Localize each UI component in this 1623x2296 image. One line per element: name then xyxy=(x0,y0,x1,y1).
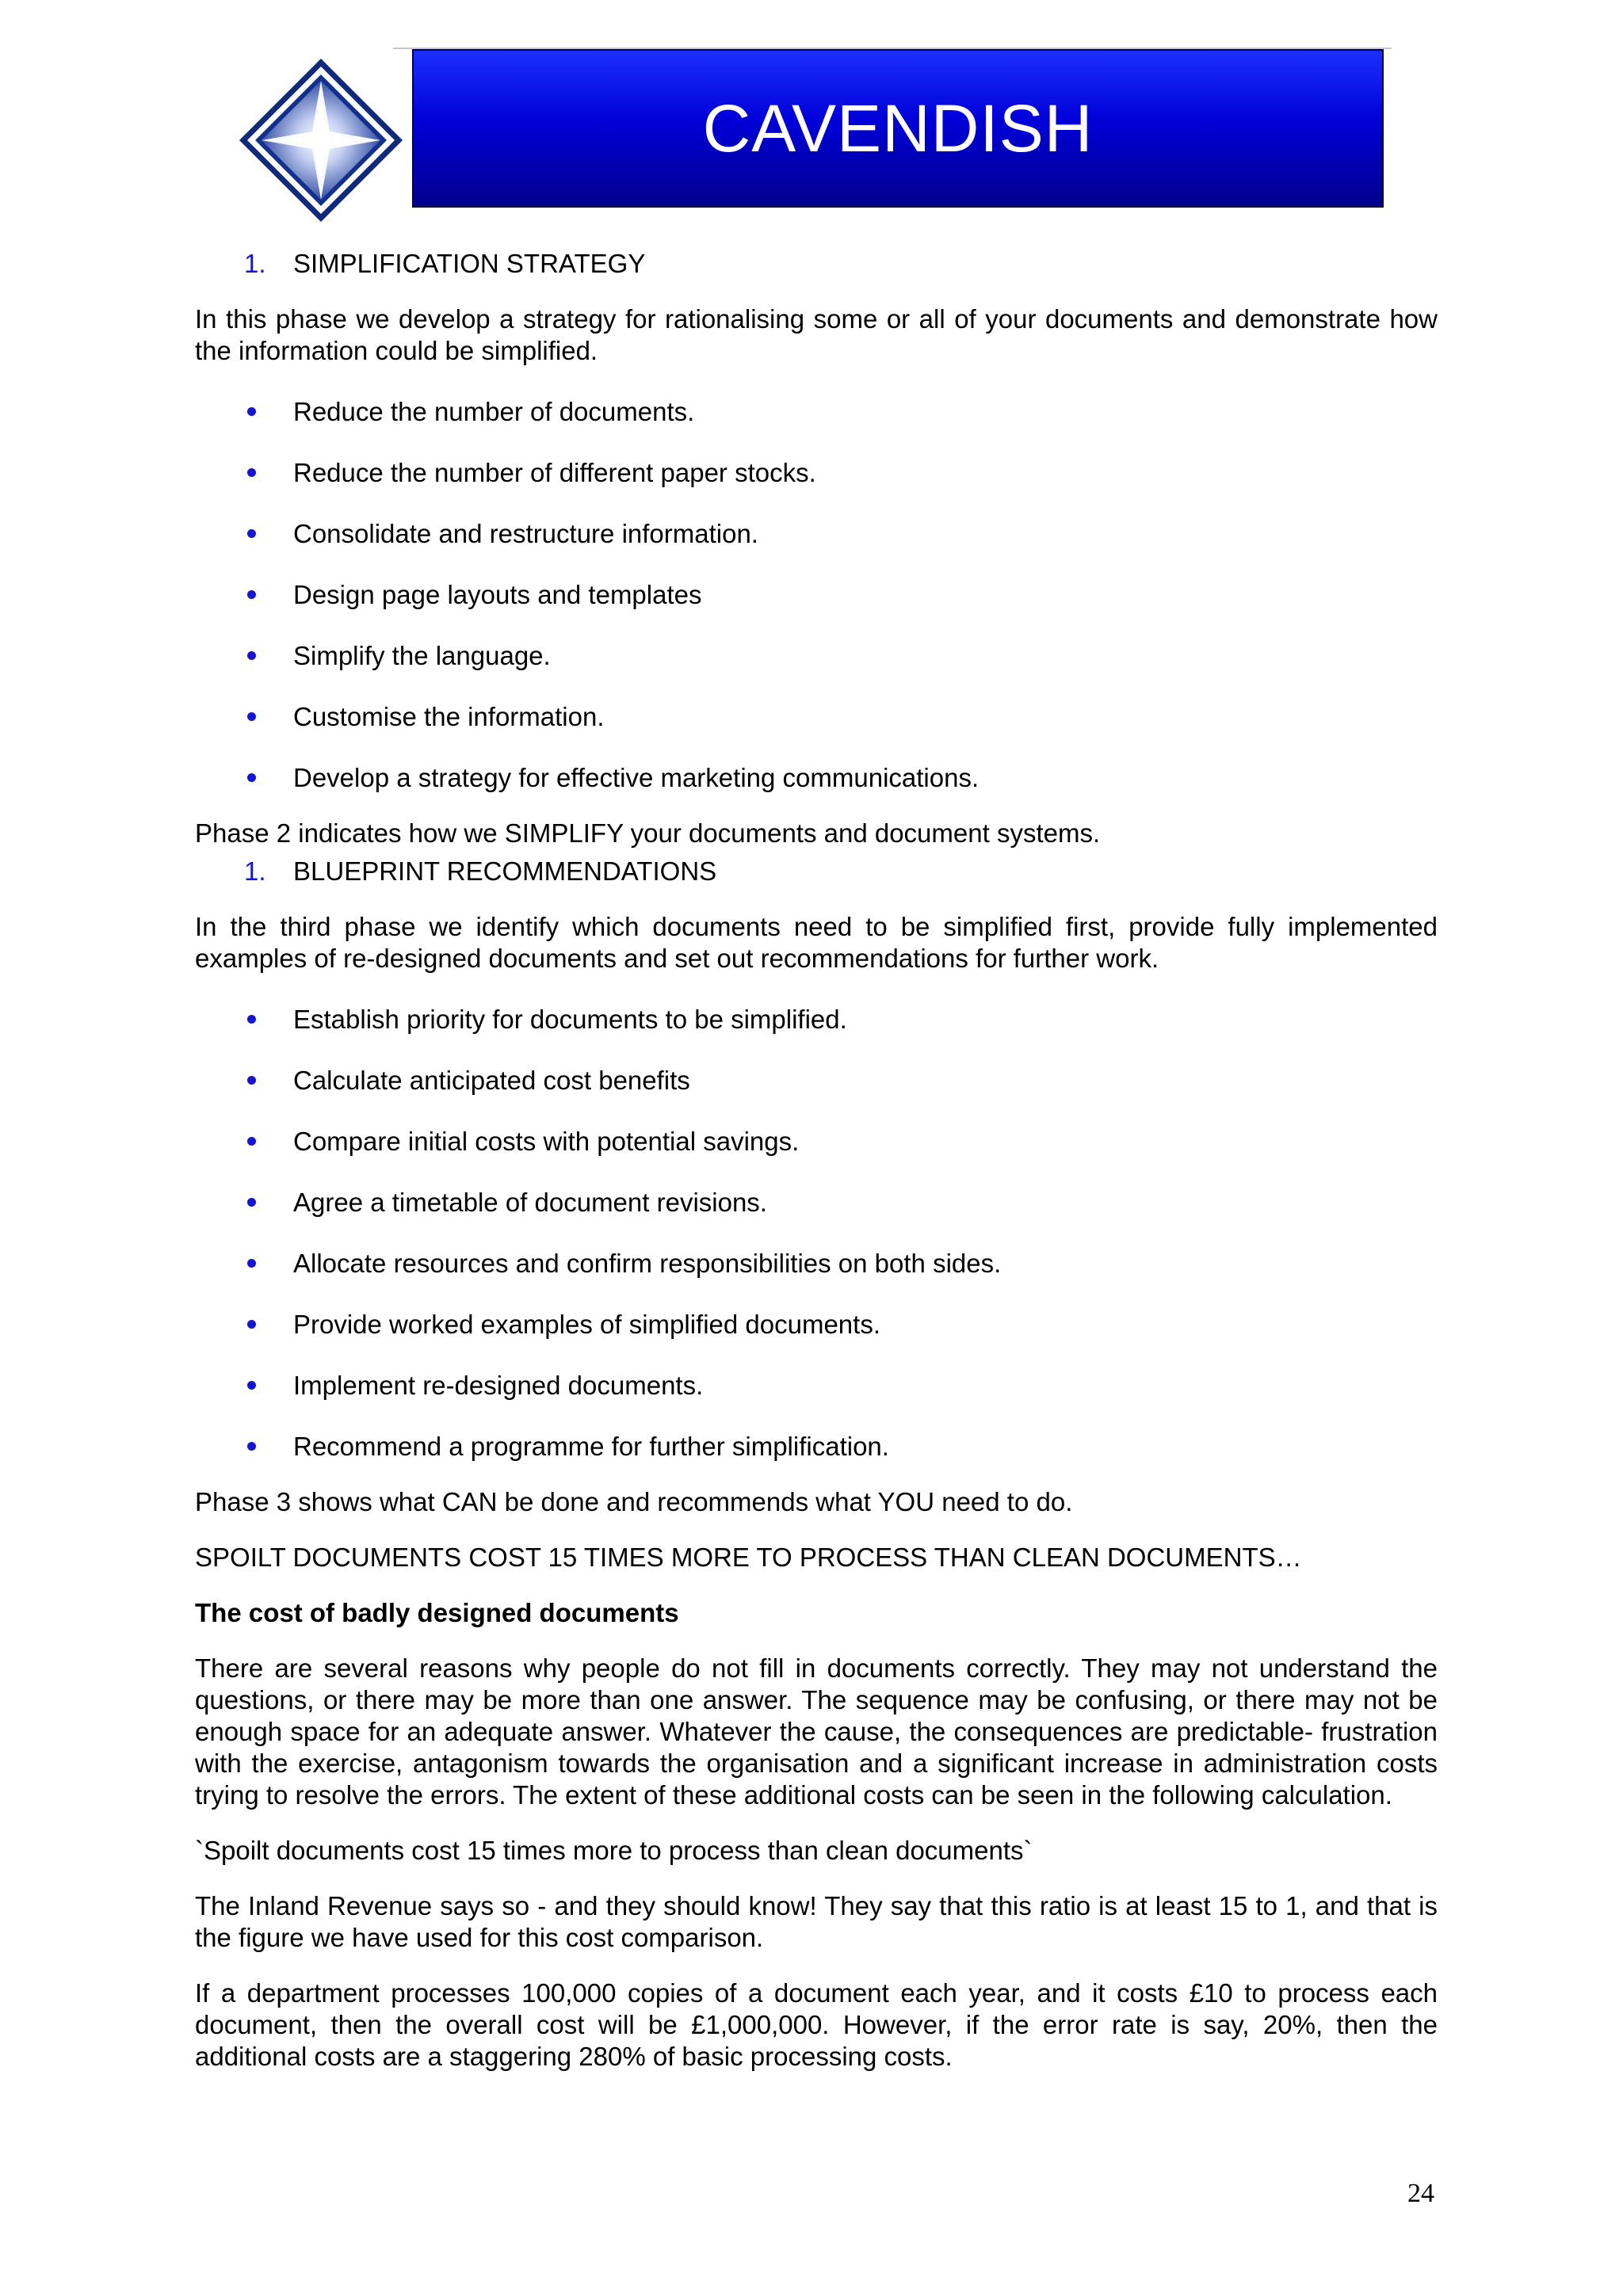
list-item xyxy=(195,518,1438,550)
blueprint-bullets xyxy=(195,1004,1438,1463)
list-item xyxy=(195,1248,1438,1280)
list-item-text: Design page layouts and templates xyxy=(293,580,702,609)
bullet-icon xyxy=(247,1198,256,1207)
diamond-star-logo xyxy=(238,57,404,223)
bullet-icon xyxy=(247,468,256,477)
bullet-icon xyxy=(247,1442,256,1451)
bullet-icon xyxy=(247,773,256,782)
list-item-text: Agree a timetable of document revisions. xyxy=(293,1188,767,1217)
list-item-text: Consolidate and restructure information. xyxy=(293,519,758,548)
company-title: CAVENDISH xyxy=(702,90,1094,166)
callout-text: SPOILT DOCUMENTS COST 15 TIMES MORE TO PROCESS THAN CLEAN DOCUMENTS… xyxy=(195,1543,1302,1572)
bullet-icon xyxy=(247,407,256,416)
section-intro: In the third phase we identify which documents need to be simplified first, provide fully implemented examples of re-designed documents and set out recommendations for further work. xyxy=(195,912,1438,973)
list-item-text: Establish priority for documents to be simplified. xyxy=(293,1005,847,1034)
document-body xyxy=(195,242,1438,2073)
section-number: 1. xyxy=(244,856,266,886)
bullet-icon xyxy=(247,712,256,721)
list-item xyxy=(195,1065,1438,1097)
bullet-icon xyxy=(247,1320,256,1329)
list-item xyxy=(195,1431,1438,1463)
list-item-text: Recommend a programme for further simplification. xyxy=(293,1432,889,1461)
section-summary: Phase 2 indicates how we SIMPLIFY your documents and document systems. xyxy=(195,818,1101,848)
bullet-icon xyxy=(247,590,256,599)
page-number: 24 xyxy=(1407,2179,1434,2208)
list-item-text: Implement re-designed documents. xyxy=(293,1371,704,1400)
list-item-text: Customise the information. xyxy=(293,702,605,731)
list-item-text: Allocate resources and confirm responsibilities on both sides. xyxy=(293,1249,1002,1278)
list-item xyxy=(195,1004,1438,1035)
list-item xyxy=(195,640,1438,672)
list-item xyxy=(195,1126,1438,1158)
bullet-icon xyxy=(247,1076,256,1085)
list-item-text: Reduce the number of documents. xyxy=(293,397,695,426)
bullet-icon xyxy=(247,529,256,538)
list-item-text: Calculate anticipated cost benefits xyxy=(293,1066,690,1095)
cost-heading: The cost of badly designed documents xyxy=(195,1598,679,1627)
cost-paragraph: If a department processes 100,000 copies of a document each year, and it costs £10 to process each document, then the overall cost will be £1,000,000. However, if the error rate is say, 20%, then the additional costs are a staggering 280% of basic processing costs. xyxy=(195,1978,1438,2071)
list-item-text: Simplify the language. xyxy=(293,641,551,670)
section-summary: Phase 3 shows what CAN be done and recommends what YOU need to do. xyxy=(195,1487,1073,1516)
list-item xyxy=(195,701,1438,733)
list-item xyxy=(195,579,1438,611)
section-title: SIMPLIFICATION STRATEGY xyxy=(293,249,646,278)
simplification-bullets xyxy=(195,396,1438,794)
cost-paragraph: The Inland Revenue says so - and they should know! They say that this ratio is at least 15 to 1, and that is the figure we have used for this cost comparison. xyxy=(195,1891,1438,1952)
list-item-text: Reduce the number of different paper stocks. xyxy=(293,458,816,487)
list-item xyxy=(195,457,1438,489)
cost-quote: `Spoilt documents cost 15 times more to process than clean documents` xyxy=(195,1836,1033,1865)
bullet-icon xyxy=(247,1259,256,1268)
list-item xyxy=(195,1309,1438,1341)
cost-paragraph: There are several reasons why people do not fill in documents correctly. They may not understand the questions, or there may be more than one answer. The sequence may be confusing, or there may not be enough space for an adequate answer. Whatever the cause, the consequences are predictable- frustration with the exercise, antagonism towards the organisation and a significant increase in administration costs trying to resolve the errors. The extent of these additional costs can be seen in the following calculation. xyxy=(195,1653,1438,1810)
list-item-text: Develop a strategy for effective marketing communications. xyxy=(293,763,980,792)
bullet-icon xyxy=(247,1015,256,1024)
bullet-icon xyxy=(247,651,256,660)
list-item xyxy=(195,762,1438,794)
section-number: 1. xyxy=(244,249,266,278)
section-heading-simplification xyxy=(195,248,1438,280)
list-item-text: Provide worked examples of simplified documents. xyxy=(293,1310,881,1339)
bullet-icon xyxy=(247,1381,256,1390)
list-item xyxy=(195,1187,1438,1219)
header-banner xyxy=(412,49,1384,208)
bullet-icon xyxy=(247,1137,256,1146)
list-item xyxy=(195,396,1438,428)
section-title: BLUEPRINT RECOMMENDATIONS xyxy=(293,856,717,886)
list-item-text: Compare initial costs with potential savings. xyxy=(293,1127,800,1156)
section-intro: In this phase we develop a strategy for rationalising some or all of your documents and demonstrate how the information could be simplified. xyxy=(195,304,1438,365)
section-heading-blueprint xyxy=(195,856,1438,887)
list-item xyxy=(195,1370,1438,1402)
